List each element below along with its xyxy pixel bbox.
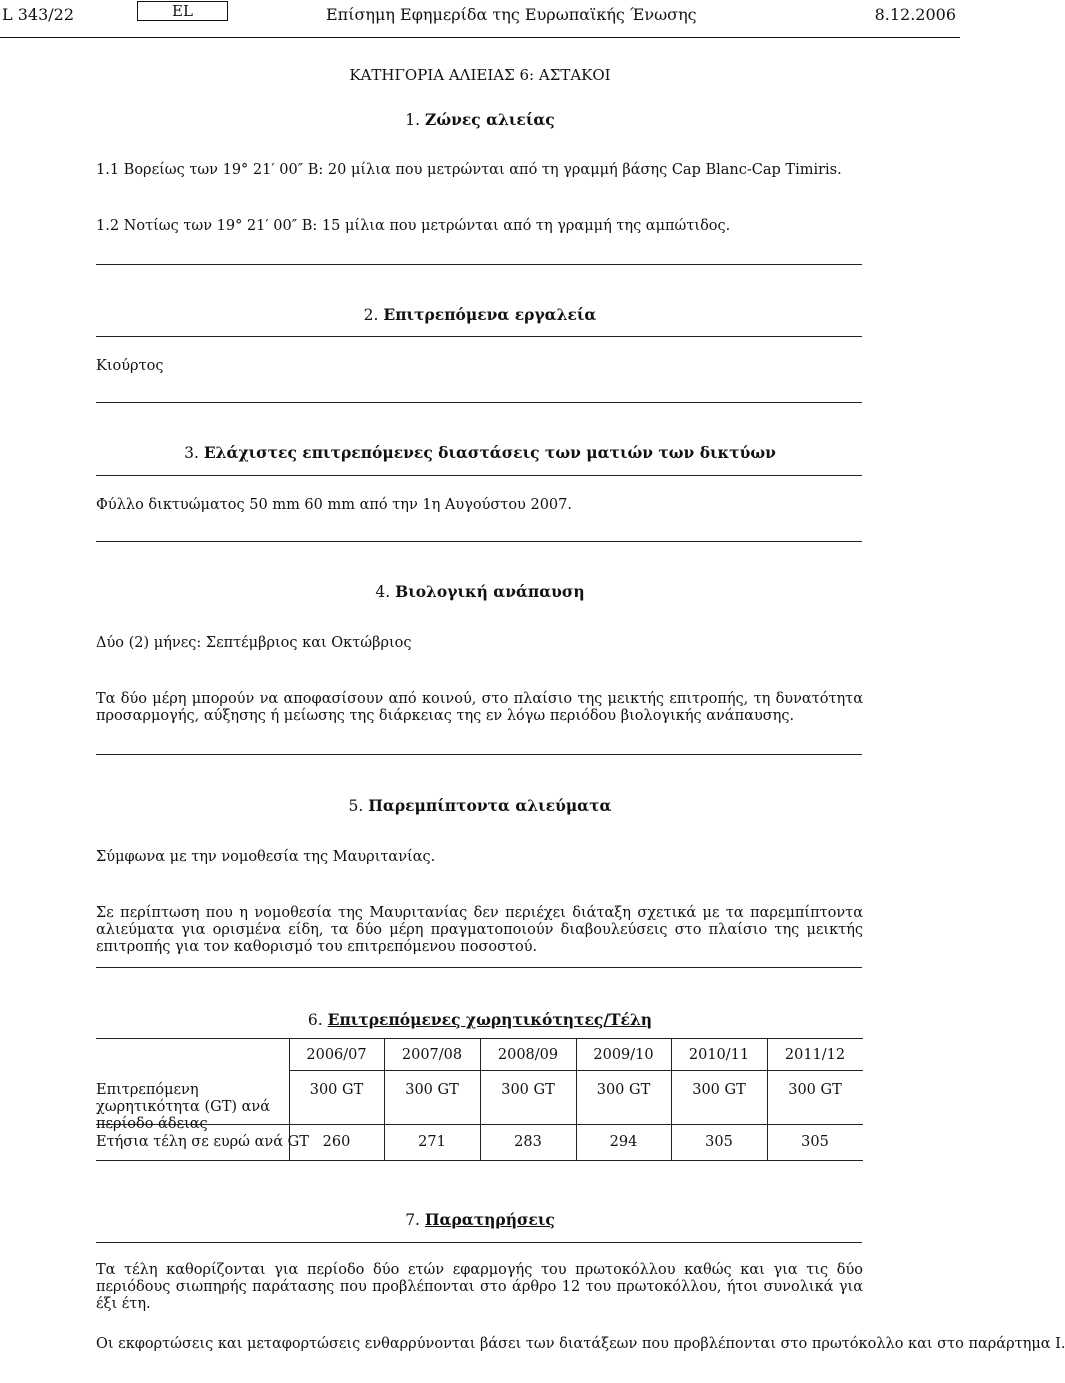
- section-divider: [96, 541, 862, 542]
- page-reference: L 343/22: [2, 5, 74, 24]
- table-cell: 300 GT: [596, 1082, 651, 1098]
- section-3-heading: [0, 443, 960, 462]
- journal-title: Επίσημη Εφημερίδα της Ευρωπαϊκής Ένωσης: [326, 5, 697, 24]
- table-cell: 300 GT: [692, 1082, 746, 1098]
- section-7-heading: [0, 1210, 960, 1229]
- section-7-title: Παρατηρήσεις: [424, 1210, 555, 1229]
- category-title: ΚΑΤΗΓΟΡΙΑ ΑΛΙΕΙΑΣ 6: ΑΣΤΑΚΟΙ: [349, 66, 611, 84]
- section-3-text: Φύλλο δικτυώματος 50 mm 60 mm από την 1η Αυγούστου 2007.: [96, 497, 572, 513]
- section-2-title: Επιτρεπόμενα εργαλεία: [383, 305, 597, 324]
- section-divider: [96, 336, 862, 337]
- section-1-item-2: 1.2 Νοτίως των 19° 21′ 00″ Β: 15 μίλια που μετρώνται από τη γραμμή της αμπώτιδος.: [96, 218, 731, 234]
- section-1-title: Ζώνες αλιείας: [425, 110, 555, 129]
- section-3-title: Ελάχιστες επιτρεπόμενες διαστάσεις των ματιών των δικτύων: [203, 443, 776, 462]
- section-4-number: 4.: [375, 583, 391, 601]
- section-3-number: 3.: [184, 444, 199, 462]
- table-column-header: 2007/08: [401, 1047, 463, 1063]
- table-cell: 305: [705, 1134, 733, 1150]
- section-1-heading: [0, 110, 960, 129]
- section-divider: [96, 402, 862, 403]
- section-4-title: Βιολογική ανάπαυση: [395, 582, 585, 601]
- section-4-text-1: Δύο (2) μήνες: Σεπτέμβριος και Οκτώβριος: [96, 635, 412, 651]
- table-cell: 300 GT: [309, 1082, 364, 1098]
- section-divider: [96, 967, 862, 968]
- table-cell: 300 GT: [501, 1082, 555, 1098]
- section-7-number: 7.: [405, 1211, 420, 1229]
- section-4-text-2: Τα δύο μέρη μπορούν να αποφασίσουν από κοινού, στο πλαίσιο της μεικτής επιτροπής, τη δυνατότητα προσαρμογής, αύξησης ή μείωσης της διάρκειας της εν λόγω περιόδου βιολογικής ανάπαυσης.: [96, 691, 863, 724]
- table-cell: 271: [418, 1134, 446, 1150]
- header-rule: [0, 37, 960, 38]
- table-column-header: 2010/11: [688, 1047, 750, 1063]
- table-rule: [96, 1160, 863, 1161]
- section-divider: [96, 754, 862, 755]
- table-cell: 300 GT: [788, 1082, 842, 1098]
- table-row-label: Ετήσια τέλη σε ευρώ ανά GT: [96, 1134, 309, 1150]
- section-7-text-1: Τα τέλη καθορίζονται για περίοδο δύο ετών εφαρμογής του πρωτοκόλλου καθώς και για τις δύο περιόδους σιωπηρής παράτασης που προβλέπονται στο άρθρο 12 του πρωτοκόλλου, ήτοι συνολικά για έξι έτη.: [96, 1262, 863, 1312]
- table-cell: 260: [322, 1134, 351, 1150]
- table-cell: 294: [609, 1134, 638, 1150]
- table-column-header: 2011/12: [784, 1047, 846, 1063]
- section-divider: [96, 264, 862, 265]
- section-5-title: Παρεμπίπτοντα αλιεύματα: [368, 796, 612, 815]
- section-1-item-1: 1.1 Βορείως των 19° 21′ 00″ Β: 20 μίλια που μετρώνται από τη γραμμή βάσης Cap Blanc-Cap Timiris.: [96, 162, 842, 178]
- section-divider: [96, 1242, 862, 1243]
- language-badge: EL: [137, 1, 228, 21]
- table-column-header: 2009/10: [593, 1047, 654, 1063]
- section-4-heading: [0, 582, 960, 601]
- section-6-title: Επιτρεπόμενες χωρητικότητες/Τέλη: [327, 1010, 653, 1029]
- section-2-number: 2.: [363, 306, 379, 324]
- section-2-text: Κιούρτος: [96, 358, 164, 374]
- section-2-heading: [0, 305, 960, 324]
- table-row-label: Επιτρεπόμενη χωρητικότητα (GT) ανά περίοδο άδειας: [96, 1082, 271, 1132]
- table-cell: 305: [801, 1134, 829, 1150]
- section-5-text-2: Σε περίπτωση που η νομοθεσία της Μαυριτανίας δεν περιέχει διάταξη σχετικά με τα παρεμπίπτοντα αλιεύματα για ορισμένα είδη, τα δύο μέρη πραγματοποιούν διαβουλεύσεις στο πλαίσιο της μεικτής επιτροπής για τον καθορισμό του επιτρεπόμενου ποσοστού.: [96, 905, 863, 955]
- table-column-header: 2006/07: [306, 1047, 367, 1063]
- table-column-header: 2008/09: [497, 1047, 559, 1063]
- section-5-text-1: Σύμφωνα με την νομοθεσία της Μαυριτανίας.: [96, 849, 436, 865]
- table-cell: 300 GT: [405, 1082, 459, 1098]
- section-5-heading: [0, 796, 960, 815]
- section-6-number: 6.: [307, 1011, 323, 1029]
- publication-date: 8.12.2006: [874, 5, 956, 24]
- section-5-number: 5.: [348, 797, 364, 815]
- section-divider: [96, 475, 862, 476]
- table-cell: 283: [514, 1134, 542, 1150]
- section-1-number: 1.: [405, 111, 421, 129]
- section-6-heading: [0, 1010, 960, 1029]
- section-7-text-2: Οι εκφορτώσεις και μεταφορτώσεις ενθαρρύνονται βάσει των διατάξεων που προβλέπονται στο πρωτόκολλο και στο παράρτημα I.: [96, 1336, 1065, 1352]
